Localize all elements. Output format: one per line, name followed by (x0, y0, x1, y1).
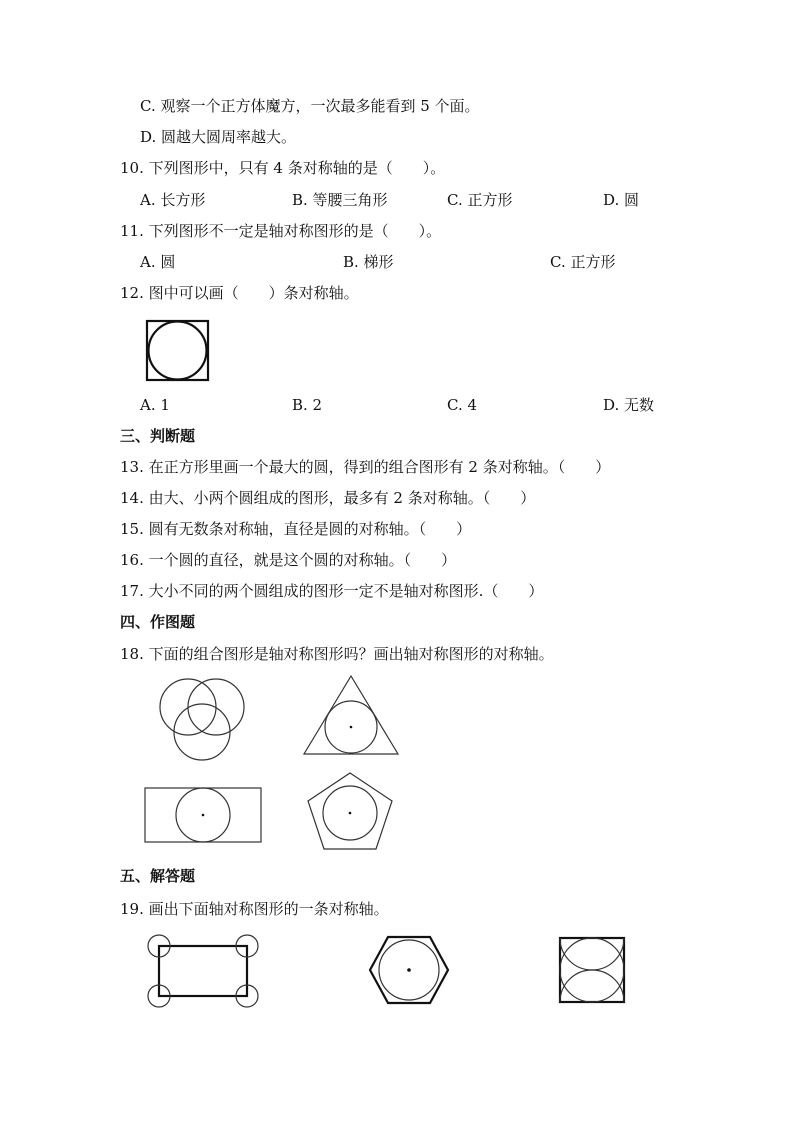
q13: 13. 在正方形里画一个最大的圆，得到的组合图形有 2 条对称轴。（ ） (120, 458, 611, 476)
q12-option-c: C. 4 (447, 396, 478, 414)
section5-heading: 五、解答题 (120, 867, 196, 885)
q10-option-b: B. 等腰三角形 (292, 191, 388, 209)
q10-option-d: D. 圆 (603, 191, 640, 209)
q19-figure-rectangle-with-corner-circles (145, 934, 261, 1006)
q16: 16. 一个圆的直径，就是这个圆的对称轴。（ ） (120, 551, 457, 569)
q12-option-b: B. 2 (292, 396, 323, 414)
q11-option-c: C. 正方形 (550, 253, 616, 271)
q12-option-d: D. 无数 (603, 396, 655, 414)
q10-stem: 10. 下列图形中，只有 4 条对称轴的是（ ）。 (120, 159, 446, 177)
q18-figure-triangle-with-circle (302, 674, 400, 756)
q17: 17. 大小不同的两个圆组成的图形一定不是轴对称图形.（ ） (120, 582, 544, 600)
q9-option-d: D. 圆越大圆周率越大。 (140, 128, 297, 146)
q18-figure-pentagon-with-circle (306, 771, 394, 851)
q11-stem: 11. 下列图形不一定是轴对称图形的是（ ）。 (120, 222, 442, 240)
q10-option-c: C. 正方形 (447, 191, 513, 209)
q12-figure-square-with-circle (146, 320, 210, 382)
section4-heading: 四、作图题 (120, 613, 196, 631)
q18-figure-rectangle-with-circle (144, 787, 262, 843)
q11-option-a: A. 圆 (140, 253, 176, 271)
section3-heading: 三、判断题 (120, 427, 196, 445)
q12-stem: 12. 图中可以画（ ）条对称轴。 (120, 284, 359, 302)
q19-figure-square-with-petals (558, 936, 626, 1004)
q15: 15. 圆有无数条对称轴，直径是圆的对称轴。（ ） (120, 520, 472, 538)
q9-option-c: C. 观察一个正方体魔方，一次最多能看到 5 个面。 (140, 97, 480, 115)
q19-figure-hexagon-with-circle (368, 935, 450, 1005)
q11-option-b: B. 梯形 (343, 253, 394, 271)
q18-stem: 18. 下面的组合图形是轴对称图形吗？画出轴对称图形的对称轴。 (120, 645, 554, 663)
q19-stem: 19. 画出下面轴对称图形的一条对称轴。 (120, 900, 389, 918)
q10-option-a: A. 长方形 (140, 191, 206, 209)
q18-figure-three-circles (158, 677, 248, 763)
q14: 14. 由大、小两个圆组成的图形，最多有 2 条对称轴。（ ） (120, 489, 536, 507)
q12-option-a: A. 1 (140, 396, 170, 414)
